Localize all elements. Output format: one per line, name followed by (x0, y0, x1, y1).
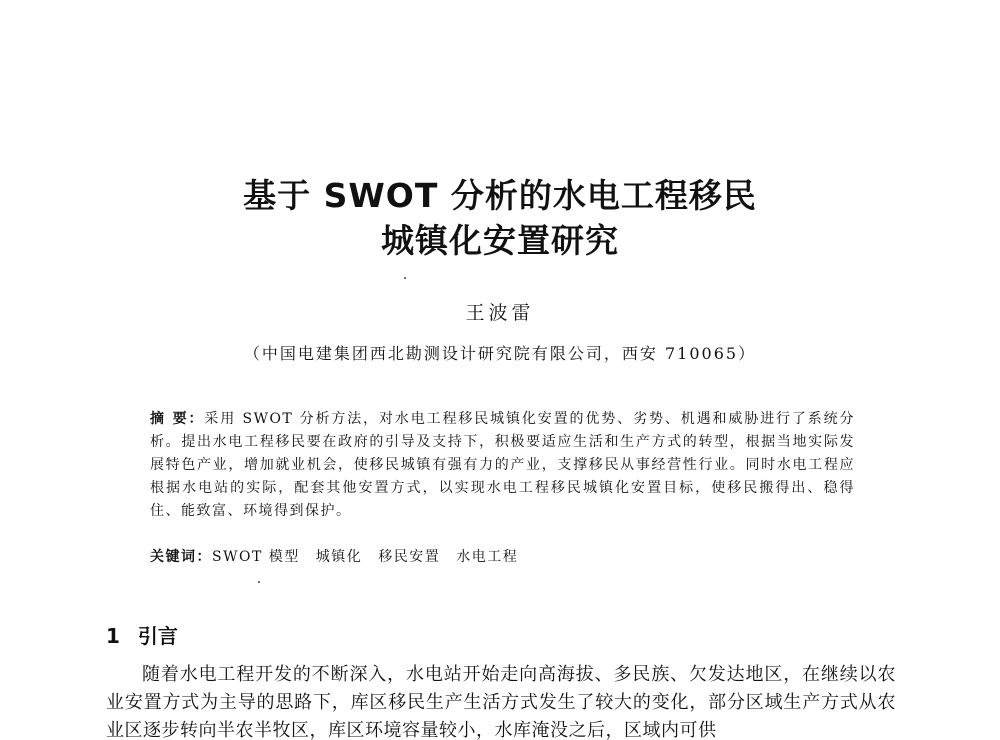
keywords (150, 546, 855, 569)
scan-speck (404, 277, 406, 279)
paper-title-line-1: 基于 SWOT 分析的水电工程移民 (243, 176, 757, 215)
author-affiliation: （中国电建集团西北勘测设计研究院有限公司，西安 710065） (243, 344, 757, 363)
section-number: 1 (106, 624, 120, 648)
paper-title-line-2: 城镇化安置研究 (381, 221, 619, 260)
section-heading (106, 620, 178, 649)
keyword-item: 水电工程 (456, 549, 519, 565)
section-title: 引言 (137, 624, 178, 648)
scan-speck (258, 581, 260, 583)
section-paragraph: 随着水电工程开发的不断深入，水电站开始走向高海拔、多民族、欠发达地区，在继续以农业安置方式为主导的思路下，库区移民生产生活方式发生了较大的变化，部分区域生产方式从农业区逐步转向半农半牧区，库区环境容量较小，水库淹没之后，区域内可供 (106, 664, 896, 740)
keyword-item: 移民安置 (378, 549, 441, 565)
abstract-label: 摘 要： (150, 411, 205, 427)
abstract-text: 采用 SWOT 分析方法，对水电工程移民城镇化安置的优势、劣势、机遇和威胁进行了系统分析。提出水电工程移民要在政府的引导及支持下，积极要适应生活和生产方式的转型，根据当地实际发展特色产业，增加就业机会，使移民城镇有强有力的产业，支撑移民从事经营性行业。同时水电工程应根据水电站的实际，配套其他安置方式，以实现水电工程移民城镇化安置目标，使移民搬得出、稳得住、能致富、环境得到保护。 (150, 411, 855, 519)
keyword-item: SWOT 模型 (212, 549, 300, 565)
abstract (150, 408, 855, 523)
keyword-item: 城镇化 (315, 549, 363, 565)
author-name: 王波雷 (465, 302, 535, 324)
keywords-label: 关键词： (150, 549, 212, 565)
